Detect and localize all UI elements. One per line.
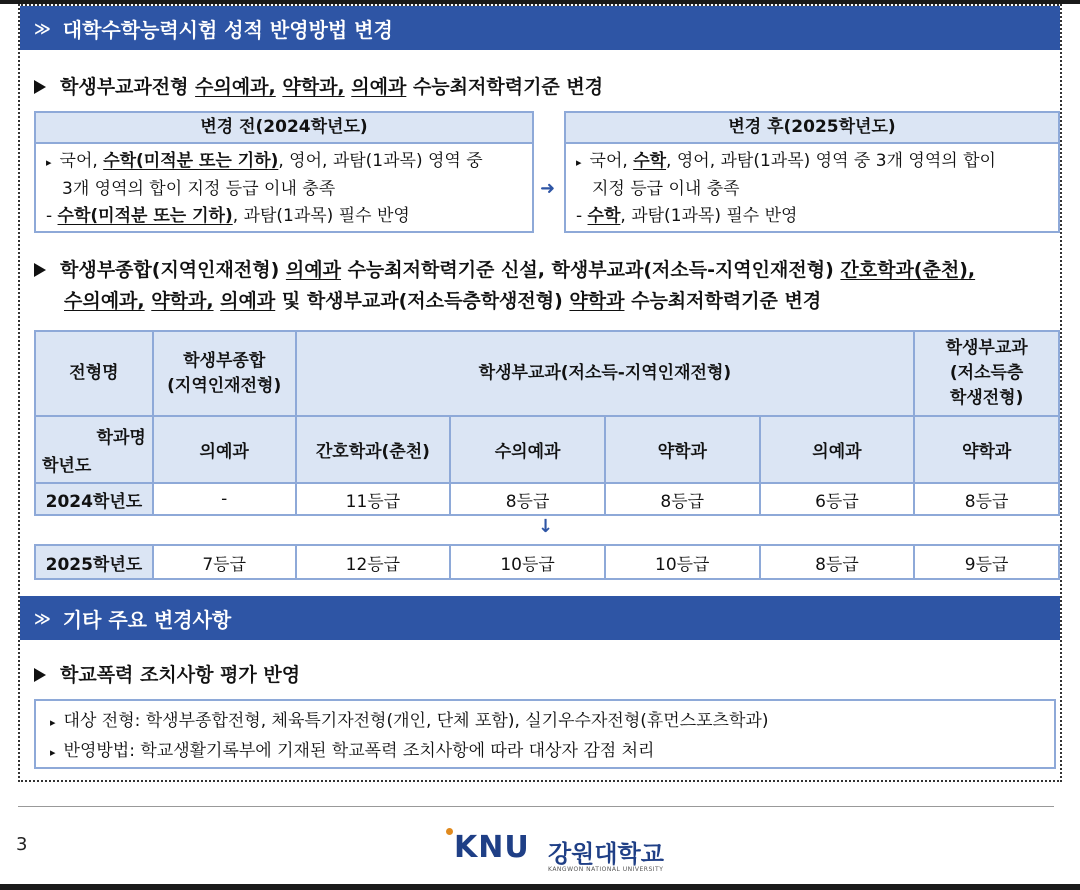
bullet-icon: ▸ <box>576 156 582 169</box>
grade-cell: 8등급 <box>450 483 605 515</box>
chevron-icon: ≫ <box>34 18 51 38</box>
grade-cell: 10등급 <box>450 545 605 579</box>
heading-3: 학교폭력 조치사항 평가 반영 <box>34 660 300 691</box>
bullet-icon: ▸ <box>46 156 52 169</box>
after-line-1: ▸ 국어, 수학, 영어, 과탐(1과목) 영역 중 3개 영역의 합이 <box>576 151 996 171</box>
dept-header: 수의예과 <box>450 416 605 483</box>
grade-cell: 6등급 <box>760 483 915 515</box>
table-row <box>35 483 1059 515</box>
criteria-table <box>34 330 1060 516</box>
grade-cell: 8등급 <box>605 483 760 515</box>
grade-cell: 10등급 <box>605 545 760 579</box>
arrow-down-icon: ↓ <box>538 516 554 537</box>
diagonal-header-cell: 학과명 학년도 <box>35 416 153 483</box>
col-label: 전형명 <box>35 331 153 416</box>
knu-logo: KNU 강원대학교 KANGWON NATIONAL UNIVERSITY <box>444 826 684 878</box>
bullet-icon: ▸ <box>50 716 56 729</box>
triangle-bullet-icon <box>34 263 46 277</box>
group-header-3: 학생부교과 (저소득층 학생전형) <box>914 331 1059 416</box>
dept-header: 약학과 <box>914 416 1059 483</box>
dept-header: 의예과 <box>760 416 915 483</box>
year-cell: 2024학년도 <box>35 483 153 515</box>
bottom-border <box>0 884 1080 890</box>
triangle-bullet-icon <box>34 80 46 94</box>
heading-2: 학생부종합(지역인재전형) 의예과 수능최저학력기준 신설, 학생부교과(저소득-지역인재전형) 간호학과(춘천), 수의예과, 약학과, 의예과 및 학생부교과(저소득층학생전형) 약학과 수능최저학력기준 변경 <box>34 255 1060 317</box>
group-header-2: 학생부교과(저소득-지역인재전형) <box>296 331 915 416</box>
logo-dot-icon <box>446 828 453 835</box>
before-line-1: ▸ 국어, 수학(미적분 또는 기하), 영어, 과탐(1과목) 영역 중 <box>46 151 483 171</box>
chevron-icon: ≫ <box>34 608 51 628</box>
grade-cell: 8등급 <box>914 483 1059 515</box>
section-band-2 <box>20 596 1060 640</box>
after-box <box>564 111 1060 233</box>
after-line-3: - 수학, 과탐(1과목) 필수 반영 <box>576 206 798 226</box>
year-cell: 2025학년도 <box>35 545 153 579</box>
grade-cell: 7등급 <box>153 545 296 579</box>
dept-header: 약학과 <box>605 416 760 483</box>
bullet-icon: ▸ <box>50 746 56 759</box>
info-box <box>34 699 1056 769</box>
page-number: 3 <box>16 834 28 855</box>
after-header: 변경 후(2025학년도) <box>566 113 1058 144</box>
triangle-bullet-icon <box>34 668 46 682</box>
section-title: 대학수학능력시험 성적 반영방법 변경 <box>62 17 393 42</box>
before-line-3: - 수학(미적분 또는 기하), 과탐(1과목) 필수 반영 <box>46 206 410 226</box>
list-item: ▸ 반영방법: 학교생활기록부에 기재된 학교폭력 조치사항에 따라 대상자 감점 처리 <box>50 741 655 761</box>
dept-header: 의예과 <box>153 416 296 483</box>
arrow-right-icon: ➜ <box>540 178 556 199</box>
grade-cell: 12등급 <box>296 545 451 579</box>
grade-cell: 9등급 <box>914 545 1059 579</box>
before-line-2: 3개 영역의 합이 지정 등급 이내 충족 <box>62 179 336 199</box>
list-item: ▸ 대상 전형: 학생부종합전형, 체육특기자전형(개인, 단체 포함), 실기우수자전형(휴먼스포츠학과) <box>50 711 769 731</box>
dept-header: 간호학과(춘천) <box>296 416 451 483</box>
group-header-1: 학생부종합 (지역인재전형) <box>153 331 296 416</box>
grade-cell: 11등급 <box>296 483 451 515</box>
grade-cell: 8등급 <box>760 545 915 579</box>
footer-divider <box>18 806 1054 807</box>
after-line-2: 지정 등급 이내 충족 <box>592 179 740 199</box>
criteria-table-2025 <box>34 544 1060 580</box>
grade-cell: - <box>153 483 296 515</box>
section-band-1 <box>20 6 1060 50</box>
table-row <box>35 545 1059 579</box>
heading-1: 학생부교과전형 수의예과, 약학과, 의예과 수능최저학력기준 변경 <box>34 72 603 103</box>
before-header: 변경 전(2024학년도) <box>36 113 532 144</box>
section-title: 기타 주요 변경사항 <box>62 607 232 632</box>
before-box <box>34 111 534 233</box>
